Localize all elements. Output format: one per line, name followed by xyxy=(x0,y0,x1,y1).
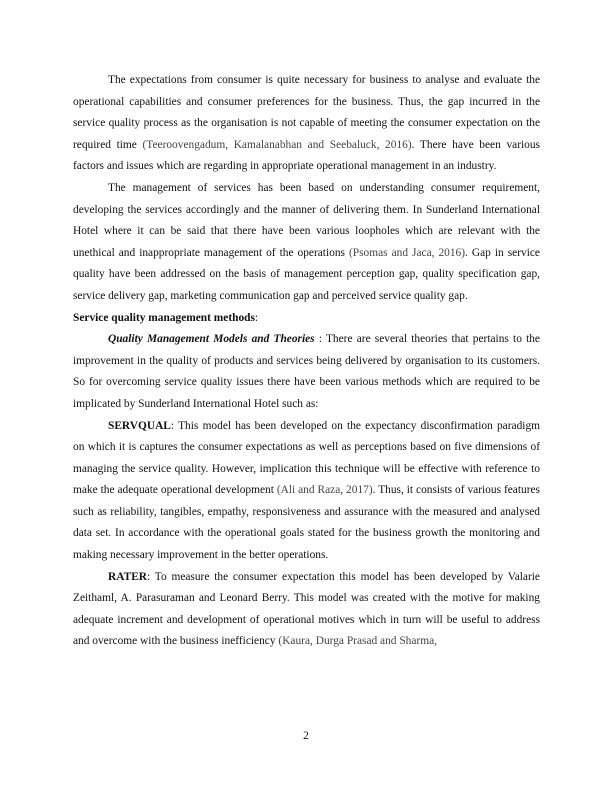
term-title: Quality Management Models and Theories xyxy=(108,333,315,346)
document-body xyxy=(73,70,540,653)
paragraph-service-management: The management of services has been based on understanding consumer requirement, developing the services accordingly and the manner of delivering them. In Sunderland International Hotel where it can be said that there have been various loopholes which are relevant with the unethical and inappropriate management of the operations (Psomas and Jaca, 2016). Gap in service quality have been addressed on the basis of management perception gap, quality specification gap, service delivery gap, marketing communication gap and perceived service quality gap. xyxy=(73,181,540,302)
citation: (Kaura, Durga Prasad and Sharma, xyxy=(278,635,437,648)
citation: (Psomas and Jaca, 2016) xyxy=(348,246,466,259)
page-number: 2 xyxy=(303,730,309,742)
section-heading: Service quality management methods: xyxy=(73,311,259,324)
term-title: RATER xyxy=(108,570,148,583)
paragraph-consumer-expectations: The expectations from consumer is quite necessary for business to analyse and evaluate the operational capabilities and consumer preferences for the business. Thus, the gap incurred in the service quality process as the organisation is not capable of meeting the consumer expectation on the required time (Teeroovengadum, Kamalanabhan and Seebaluck, 2016). There have been various factors and issues which are regarding in appropriate operational management in an industry. xyxy=(73,74,540,173)
paragraph-quality-models: Quality Management Models and Theories : There are several theories that pertains to the improvement in the quality of products and services being delivered by organisation to its customers. So for overcoming service quality issues there have been various methods which are required to be implicated by Sunderland International Hotel such as: xyxy=(73,333,540,410)
citation: (Ali and Raza, 2017) xyxy=(276,484,373,497)
paragraph-servqual: SERVQUAL: This model has been developed on the expectancy disconfirmation paradigm on which it is captures the consumer expectations as well as perceptions based on five dimensions of managing the service quality. However, implication this technique will be effective with reference to make the adequate operational development (Ali and Raza, 2017). Thus, it consists of various features such as reliability, tangibles, empathy, responsiveness and assurance with the measured and analysed data set. In accordance with the operational goals stated for the business growth the monitoring and making necessary improvement in the better operations. xyxy=(73,419,540,562)
citation: (Teeroovengadum, Kamalanabhan and Seebaluck, 2016) xyxy=(142,138,412,151)
term-title: SERVQUAL xyxy=(108,419,171,432)
paragraph-rater: RATER: To measure the consumer expectation this model has been developed by Valarie Zeithaml, A. Parasuraman and Leonard Berry. This model was created with the motive for making adequate increment and development of operational motives which in turn will be useful to address and overcome with the business inefficiency (Kaura, Durga Prasad and Sharma, xyxy=(73,570,540,648)
